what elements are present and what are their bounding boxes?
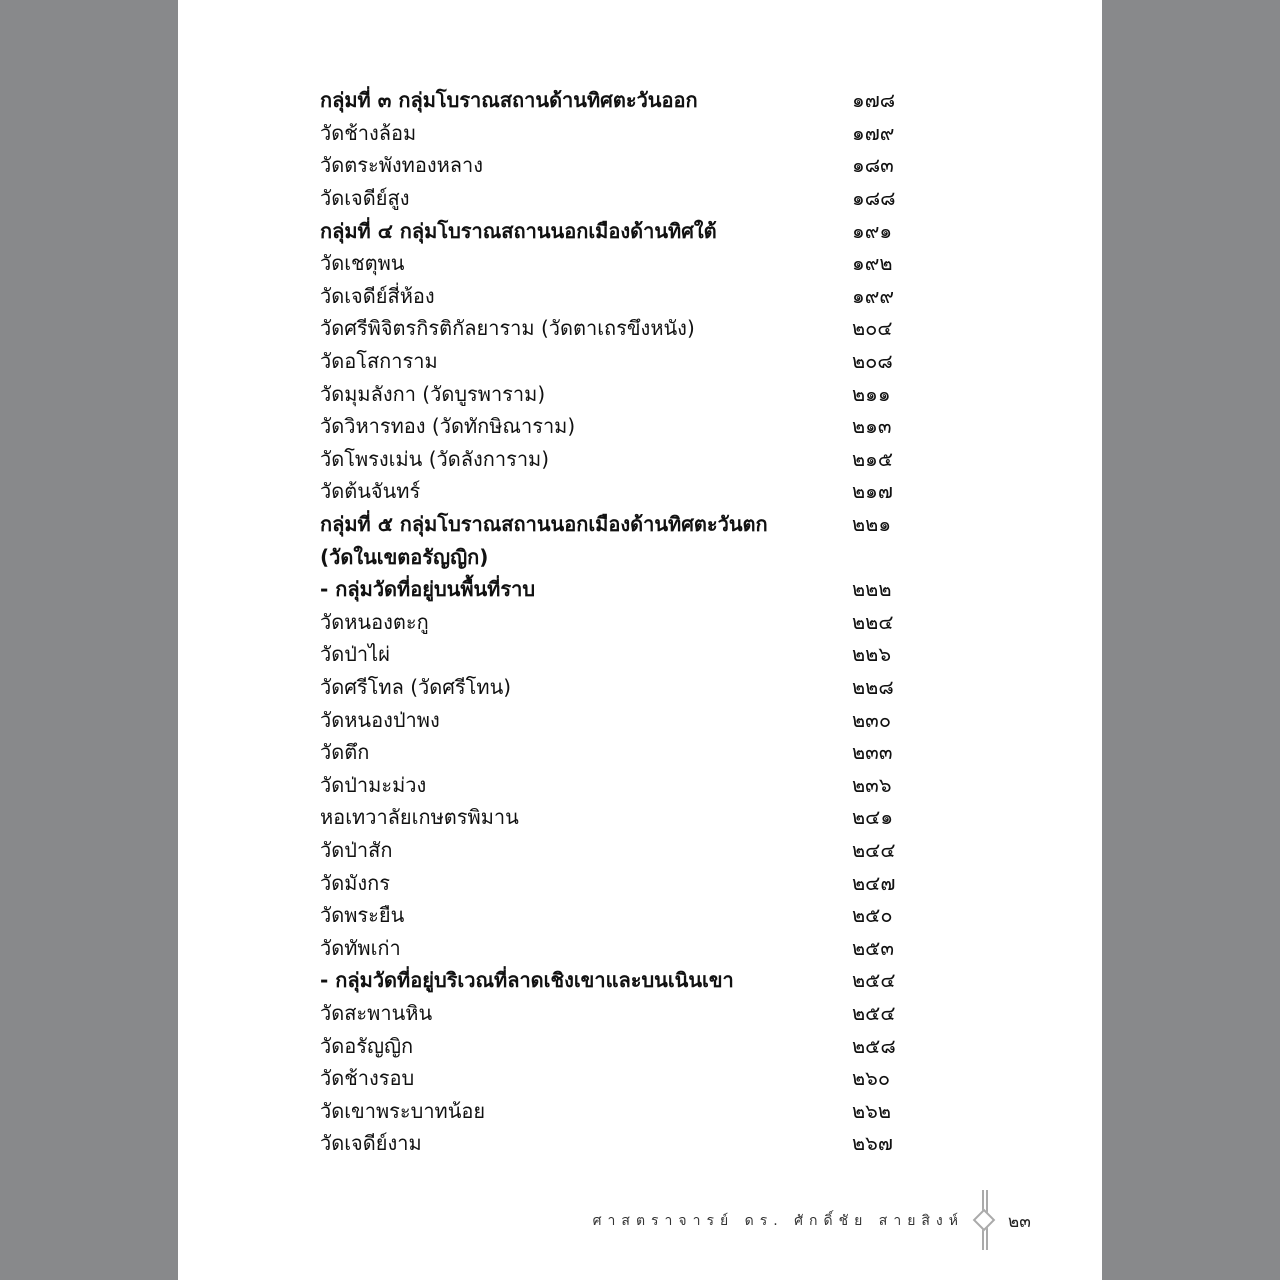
toc-entry-title: วัดป่าไผ่ [320, 642, 390, 667]
toc-entry-title: วัดอโสการาม [320, 349, 438, 374]
toc-entry-page: ๒๓๐ [852, 707, 892, 732]
toc-entry-page: ๑๗๘ [852, 88, 896, 113]
toc-entry-page: ๒๑๓ [852, 414, 892, 439]
toc-entry [320, 1029, 900, 1062]
toc-entry [320, 247, 900, 280]
toc-entry-page: ๒๐๘ [852, 349, 893, 374]
toc-entry-page: ๑๙๑ [852, 218, 893, 243]
toc-entry-page: ๒๕๐ [852, 903, 893, 928]
toc-entry [320, 866, 900, 899]
toc-entry-page: ๒๕๘ [852, 1033, 896, 1058]
toc-entry [320, 182, 900, 215]
toc-entry [320, 1062, 900, 1095]
toc-entry-page: ๒๐๔ [852, 316, 893, 341]
toc-entry [320, 117, 900, 150]
toc-entry [320, 638, 900, 671]
toc-entry-page: ๒๕๔ [852, 968, 896, 993]
toc-entry-page: ๒๖๒ [852, 1098, 892, 1123]
toc-entry-title: วัดสะพานหิน [320, 1000, 433, 1025]
toc-entry [320, 475, 900, 508]
toc-entry [320, 1094, 900, 1127]
toc-entry-title: - กลุ่มวัดที่อยู่บนพื้นที่ราบ [320, 577, 536, 602]
page-footer [178, 1190, 1102, 1250]
toc-entry [320, 1127, 900, 1160]
toc-entry-title: วัดมังกร [320, 870, 391, 895]
toc-entry-page: ๒๑๑ [852, 381, 891, 406]
toc-entry-title: วัดป่าสัก [320, 837, 393, 862]
toc-entry-title: วัดเจดีย์สี่ห้อง [320, 283, 435, 308]
toc-entry [320, 312, 900, 345]
toc-entry-page: ๒๒๒ [852, 577, 892, 602]
toc-entry-page: ๒๖๗ [852, 1131, 893, 1156]
toc-entry-title: วัดวิหารทอง (วัดทักษิณาราม) [320, 414, 576, 439]
toc-entry-title: วัดพระยืน [320, 903, 405, 928]
toc-entry-title: วัดศรีพิจิตรกิรติกัลยาราม (วัดตาเถรขึงหนัง) [320, 316, 695, 341]
toc-entry-page: ๒๔๔ [852, 837, 896, 862]
toc-entry-title: กลุ่มที่ ๕ กลุ่มโบราณสถานนอกเมืองด้านทิศตะวันตก [320, 512, 768, 537]
toc-entry-page: ๒๒๑ [852, 512, 892, 537]
table-of-contents [320, 84, 900, 1160]
toc-entry [320, 280, 900, 313]
toc-entry [320, 377, 900, 410]
toc-entry-title: หอเทวาลัยเกษตรพิมาน [320, 805, 519, 830]
toc-entry-page: ๒๕๔ [852, 1000, 896, 1025]
toc-entry-page: ๒๓๖ [852, 772, 892, 797]
toc-entry-title: วัดเขาพระบาทน้อย [320, 1098, 486, 1123]
toc-entry [320, 540, 900, 573]
toc-entry [320, 931, 900, 964]
toc-entry [320, 410, 900, 443]
toc-entry-page: ๑๙๙ [852, 283, 894, 308]
toc-entry-page: ๒๔๑ [852, 805, 894, 830]
toc-entry-page: ๒๒๖ [852, 642, 892, 667]
toc-entry-page: ๑๘๘ [852, 186, 896, 211]
toc-entry [320, 345, 900, 378]
toc-entry [320, 214, 900, 247]
toc-entry-title: วัดตระพังทองหลาง [320, 153, 484, 178]
toc-entry-title: วัดป่ามะม่วง [320, 772, 427, 797]
toc-entry-title: วัดหนองป่าพง [320, 707, 440, 732]
toc-entry-page: ๑๗๙ [852, 120, 895, 145]
toc-entry-title: วัดศรีโทล (วัดศรีโทน) [320, 674, 512, 699]
toc-entry [320, 443, 900, 476]
toc-entry-page: ๒๔๗ [852, 870, 896, 895]
toc-entry [320, 606, 900, 639]
toc-entry [320, 84, 900, 117]
toc-entry [320, 149, 900, 182]
toc-entry-page: ๒๖๐ [852, 1066, 891, 1091]
toc-entry-page: ๒๓๓ [852, 740, 893, 765]
toc-entry-title: - กลุ่มวัดที่อยู่บริเวณที่ลาดเชิงเขาและบนเนินเขา [320, 968, 734, 993]
toc-entry-page: ๒๒๔ [852, 609, 894, 634]
toc-entry [320, 736, 900, 769]
document-page [178, 0, 1102, 1280]
toc-entry [320, 801, 900, 834]
toc-entry-title: วัดช้างล้อม [320, 120, 417, 145]
toc-entry-title: วัดอรัญญิก [320, 1033, 414, 1058]
footer-author: ศาสตราจารย์ ดร. ศักดิ์ชัย สายสิงห์ [592, 1213, 964, 1229]
toc-entry [320, 899, 900, 932]
toc-entry-title: วัดเชตุพน [320, 251, 405, 276]
toc-entry-page: ๒๑๗ [852, 479, 893, 504]
toc-entry [320, 964, 900, 997]
toc-entry-title: กลุ่มที่ ๔ กลุ่มโบราณสถานนอกเมืองด้านทิศใต้ [320, 218, 717, 243]
toc-entry-title: วัดเจดีย์งาม [320, 1131, 422, 1156]
diamond-ornament-icon [973, 1209, 996, 1232]
toc-entry-page: ๒๕๓ [852, 935, 894, 960]
toc-entry-page: ๑๙๒ [852, 251, 893, 276]
toc-entry-page: ๒๑๕ [852, 446, 894, 471]
toc-entry [320, 768, 900, 801]
page-number: ๒๓ [1008, 1212, 1031, 1232]
toc-entry [320, 997, 900, 1030]
toc-entry-title: วัดทัพเก่า [320, 935, 401, 960]
toc-entry-title: วัดเจดีย์สูง [320, 186, 410, 211]
toc-entry [320, 508, 900, 541]
toc-entry [320, 671, 900, 704]
toc-entry-title: กลุ่มที่ ๓ กลุ่มโบราณสถานด้านทิศตะวันออก [320, 88, 698, 113]
toc-entry [320, 834, 900, 867]
toc-entry-page: ๑๘๓ [852, 153, 894, 178]
toc-entry-title: (วัดในเขตอรัญญิก) [320, 544, 489, 569]
toc-entry-title: วัดตึก [320, 740, 370, 765]
toc-entry-title: วัดช้างรอบ [320, 1066, 415, 1091]
toc-entry [320, 703, 900, 736]
toc-entry-title: วัดต้นจันทร์ [320, 479, 421, 504]
toc-entry-title: วัดมุมลังกา (วัดบูรพาราม) [320, 381, 546, 406]
toc-entry-title: วัดหนองตะกู [320, 609, 429, 634]
toc-entry [320, 573, 900, 606]
toc-entry-page: ๒๒๘ [852, 674, 894, 699]
toc-entry-title: วัดโพรงเม่น (วัดลังการาม) [320, 446, 550, 471]
